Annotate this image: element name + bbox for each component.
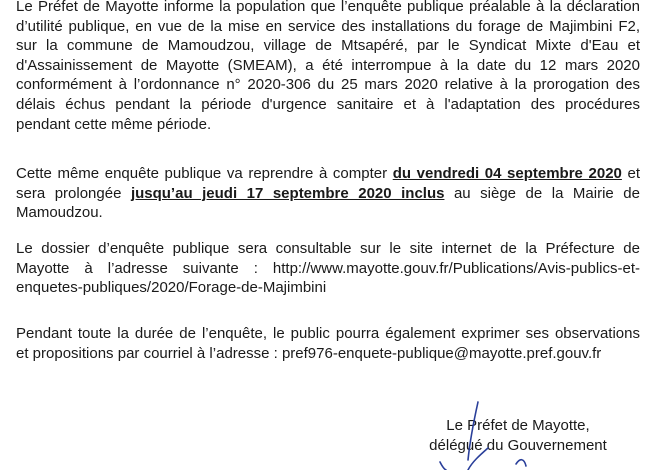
paragraph-line (16, 164, 640, 184)
end-date-emphasis: jusqu’au jeudi 17 septembre 2020 inclus (130, 184, 445, 202)
signature-title: Le Préfet de Mayotte, (446, 417, 590, 434)
text-run: et (621, 165, 641, 182)
paragraph-line: enquetes-publiques/2020/Forage-de-Majimbini (16, 279, 327, 297)
paragraph-line: Le dossier d’enquête publique sera consultable sur le site internet de la Préfecture de (16, 240, 640, 257)
paragraph-line: Mayotte à l’adresse suivante : http://www.mayotte.gouv.fr/Publications/Avis-publics-et- (16, 259, 640, 277)
paragraph-line: Pendant toute la durée de l’enquête, le public pourra également exprimer ses observations (16, 325, 640, 342)
paragraph-line (16, 184, 640, 204)
paragraph-line: d'Assainissement de Mayotte (SMEAM), a été interrompue à la date du 12 mars 2020 (16, 56, 640, 74)
text-run: sera prolongée (16, 184, 131, 202)
notice-paragraph-resumption (16, 164, 640, 223)
signature-role: délégué du Gouvernement (429, 436, 607, 454)
text-run: au siège de la Mairie de (444, 184, 640, 202)
notice-paragraph-observations (16, 324, 640, 363)
paragraph-line: pendant cette même période. (16, 115, 212, 133)
paragraph-line: et propositions par courriel à l’adresse : pref976-enquete-publique@mayotte.pref.gouv.fr (16, 344, 602, 362)
resume-date-emphasis: du vendredi 04 septembre 2020 (392, 165, 622, 182)
paragraph-line: sur la commune de Mamoudzou, village de Mtsapéré, par le Syndicat Mixte d'Eau et (16, 37, 640, 55)
paragraph-line: conformément à l’ordonnance n° 2020-306 du 25 mars 2020 relative à la prorogation des (16, 76, 640, 94)
notice-paragraph-dossier (16, 239, 640, 298)
paragraph-line: délais échus pendant la période d'urgence sanitaire et à l'adaptation des procédures (16, 95, 640, 113)
paragraph-line: Mamoudzou. (16, 204, 103, 222)
paragraph-line: Le Préfet de Mayotte informe la population que l’enquête publique préalable à la déclaration (16, 0, 640, 15)
text-run: Cette même enquête publique va reprendre à compter (16, 165, 393, 182)
notice-paragraph-interruption (16, 0, 640, 134)
paragraph-line: d’utilité publique, en vue de la mise en service des installations du forage de Majimbini F2, (16, 17, 640, 35)
handwritten-signature-icon (420, 400, 620, 470)
